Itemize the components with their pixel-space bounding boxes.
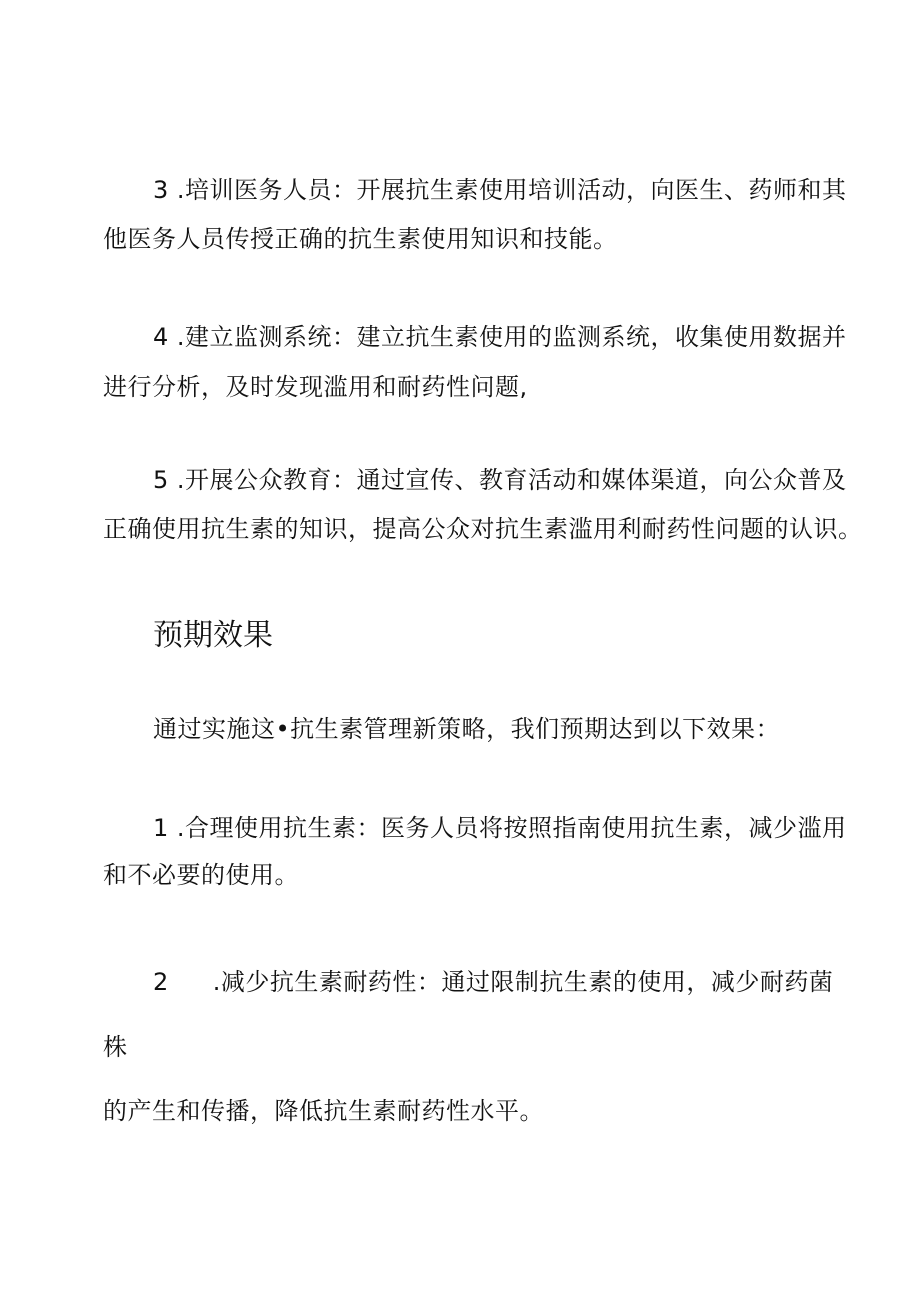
item-3-number: 3 [153,176,169,204]
effect-2-line-3: 的产生和传播，降低抗生素耐药性水平。 [103,1097,544,1125]
section-heading: 预期效果 [153,618,273,653]
item-5-line-2: 正确使用抗生素的知识，提高公众对抗生素滥用利耐药性问题的认识。 [103,515,863,543]
item-3-text-1: .培训医务人员：开展抗生素使用培训活动，向医生、药师和其 [176,176,847,204]
effect-2-line-1 [153,967,833,997]
effect-2-text-1: .减少抗生素耐药性：通过限制抗生素的使用，减少耐药菌 [212,968,834,996]
effect-2-number: 2 [153,968,169,996]
item-4-text-1: .建立监测系统：建立抗生素使用的监测系统，收集使用数据并 [176,323,847,351]
item-3-line-2: 他医务人员传授正确的抗生素使用知识和技能。 [103,225,618,253]
effect-2-line-2: 株 [103,1033,128,1061]
item-4-line-2: 进行分析，及时发现滥用和耐药性问题, [103,373,528,401]
item-5-line-1 [153,465,847,495]
section-intro: 通过实施这•抗生素管理新策略，我们预期达到以下效果： [153,715,781,743]
effect-1-number: 1 [153,814,169,842]
item-4-line-1 [153,322,847,352]
item-5-number: 5 [153,466,169,494]
item-3-line-1 [153,175,847,205]
item-4-number: 4 [153,323,169,351]
effect-1-text-1: .合理使用抗生素：医务人员将按照指南使用抗生素，减少滥用 [176,814,847,842]
effect-1-line-1 [153,813,847,843]
item-5-text-1: .开展公众教育：通过宣传、教育活动和媒体渠道，向公众普及 [176,466,847,494]
effect-1-line-2: 和不必要的使用。 [103,861,299,889]
